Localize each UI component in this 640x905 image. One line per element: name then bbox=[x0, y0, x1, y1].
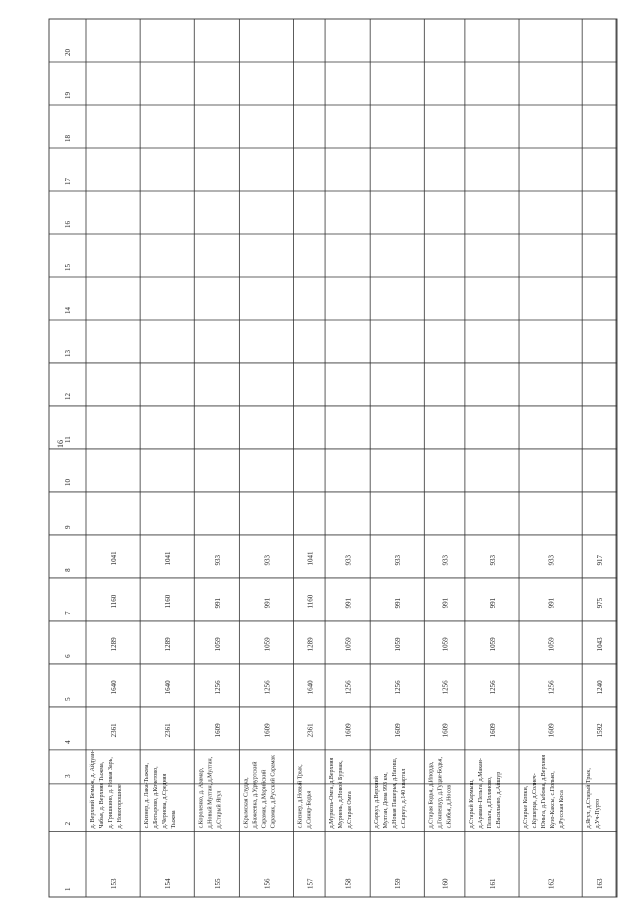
rotated-table bbox=[48, 18, 618, 898]
value-col-7: 1160 bbox=[164, 594, 173, 609]
value-col-6: 1059 bbox=[488, 637, 497, 652]
column-header-16: 16 bbox=[64, 220, 72, 228]
value-col-8: 933 bbox=[488, 554, 497, 566]
value-col-6: 1289 bbox=[306, 637, 315, 652]
value-col-5: 1256 bbox=[213, 680, 222, 695]
row-name-line: д.Старые Копки, bbox=[523, 785, 530, 829]
row-name-line: д.Старая Бодья, д.Ипорда, bbox=[428, 761, 435, 829]
column-header-19: 19 bbox=[64, 91, 72, 99]
column-header-5: 5 bbox=[64, 697, 72, 701]
value-col-8: 1041 bbox=[164, 551, 173, 566]
value-col-5: 1256 bbox=[263, 680, 272, 695]
row-name-line: Мултан, Дома 993 км, bbox=[383, 772, 390, 829]
value-col-7: 1160 bbox=[306, 594, 315, 609]
value-col-8: 917 bbox=[596, 554, 605, 566]
value-col-4: 1609 bbox=[213, 723, 222, 738]
row-name-line: д.Ботырово, д.Кочетово, bbox=[153, 766, 160, 829]
column-header-12: 12 bbox=[64, 392, 72, 400]
value-col-8: 933 bbox=[441, 554, 450, 566]
row-name-line: д.Синяр-Бодья bbox=[306, 790, 313, 829]
row-name-line: Сарамак, д.Русский Сарамак bbox=[270, 754, 277, 829]
row-name-line: с.Кизнер, д. Лака-Тыжма, bbox=[144, 763, 151, 829]
row-name-line: д.Бажеевка, д.Удмуртский bbox=[252, 761, 259, 829]
value-col-8: 933 bbox=[344, 554, 353, 566]
value-col-7: 991 bbox=[263, 597, 272, 609]
value-col-5: 1640 bbox=[164, 680, 173, 695]
value-col-7: 991 bbox=[441, 597, 450, 609]
row-name-line: с.Кушерца, д.Солнеч- bbox=[532, 773, 539, 829]
value-col-8: 933 bbox=[394, 554, 403, 566]
value-col-4: 1609 bbox=[488, 723, 497, 738]
value-col-4: 2361 bbox=[164, 723, 173, 738]
value-col-7: 1160 bbox=[110, 594, 119, 609]
column-header-1: 1 bbox=[64, 887, 72, 891]
row-name-line: д.Новая Пашерья, д.Нагиш, bbox=[392, 757, 399, 829]
value-col-6: 1059 bbox=[213, 637, 222, 652]
value-col-6: 1289 bbox=[110, 637, 119, 652]
row-number: 157 bbox=[306, 878, 315, 889]
row-number: 153 bbox=[110, 878, 119, 889]
value-col-4: 2361 bbox=[306, 723, 315, 738]
row-name-line: д. Гришкино, д. Новая Зарь, bbox=[108, 757, 114, 829]
value-col-7: 975 bbox=[596, 597, 605, 609]
row-name-line: д.Русская Коса bbox=[559, 790, 566, 829]
row-number: 159 bbox=[394, 878, 403, 889]
column-header-18: 18 bbox=[64, 134, 72, 142]
row-name-line: д.Ягул, д.Старый Трык, bbox=[586, 768, 593, 829]
row-number: 155 bbox=[213, 878, 222, 889]
value-col-6: 1059 bbox=[547, 637, 556, 652]
row-name-line: с.Саркуз, д.140 квартал bbox=[401, 768, 408, 829]
value-col-6: 1059 bbox=[263, 637, 272, 652]
value-col-7: 991 bbox=[344, 597, 353, 609]
value-col-4: 1609 bbox=[344, 723, 353, 738]
row-name-line: д.Араван–Пельга, д.Макан- bbox=[477, 758, 484, 829]
column-header-7: 7 bbox=[64, 611, 72, 615]
column-header-17: 17 bbox=[64, 177, 72, 185]
value-col-4: 1609 bbox=[441, 723, 450, 738]
value-col-8: 933 bbox=[213, 554, 222, 566]
column-header-13: 13 bbox=[64, 349, 72, 357]
row-number: 154 bbox=[164, 878, 173, 889]
value-col-4: 1609 bbox=[547, 723, 556, 738]
column-header-9: 9 bbox=[64, 525, 72, 529]
row-name-line: д.Гонпешур, д.Гуцаи-Бодья, bbox=[437, 756, 444, 829]
value-col-5: 1256 bbox=[441, 680, 450, 695]
value-col-6: 1059 bbox=[441, 637, 450, 652]
column-header-14: 14 bbox=[64, 306, 72, 314]
row-number: 158 bbox=[344, 878, 353, 889]
value-col-7: 991 bbox=[394, 597, 403, 609]
column-header-20: 20 bbox=[64, 48, 72, 56]
column-header-3: 3 bbox=[64, 774, 72, 778]
row-name-line: Юньга, д.Гыбожа, д.Верхняя bbox=[541, 754, 548, 829]
value-col-6: 1059 bbox=[344, 637, 353, 652]
value-col-5: 1240 bbox=[596, 680, 605, 695]
row-name-line: д.Чернова, д.Средняя bbox=[162, 773, 169, 829]
row-name-line: Чабья, д. Верхняя Тыжма, bbox=[99, 761, 105, 829]
value-col-5: 1256 bbox=[394, 680, 403, 695]
row-name-line: с.Крымская Слудка, bbox=[243, 777, 250, 829]
value-col-5: 1256 bbox=[488, 680, 497, 695]
row-number: 160 bbox=[441, 878, 450, 889]
value-col-4: 1609 bbox=[263, 723, 272, 738]
column-header-2: 2 bbox=[64, 821, 72, 826]
row-name-line: с.Короленко, д. Азамар, bbox=[198, 767, 205, 829]
column-header-6: 6 bbox=[64, 654, 72, 658]
row-name-line: д.Саркуз, д.Верхний bbox=[374, 776, 381, 829]
column-header-4: 4 bbox=[64, 740, 72, 744]
value-col-5: 1640 bbox=[110, 680, 119, 695]
row-name-line: Пельга, д.Поляново, bbox=[486, 776, 493, 829]
row-name-line: с.Васильево, д.Айшур bbox=[495, 771, 502, 829]
row-name-line: с.Кибья, д.Носов bbox=[446, 784, 453, 829]
row-name-line: д.Муркозь-Омга, д.Верхняя bbox=[329, 757, 336, 829]
column-header-11: 11 bbox=[64, 436, 72, 443]
value-col-8: 1041 bbox=[306, 551, 315, 566]
value-col-5: 1256 bbox=[547, 680, 556, 695]
value-col-8: 1041 bbox=[110, 551, 119, 566]
value-col-7: 991 bbox=[213, 597, 222, 609]
row-number: 162 bbox=[547, 878, 556, 889]
value-col-6: 1043 bbox=[596, 637, 605, 652]
value-col-8: 933 bbox=[263, 554, 272, 566]
table-grid bbox=[48, 18, 618, 898]
value-col-5: 1256 bbox=[344, 680, 353, 695]
row-name-line: д.Уч-Пурто bbox=[595, 798, 602, 829]
row-name-line: д. Новогорошное bbox=[117, 784, 123, 829]
value-col-6: 1059 bbox=[394, 637, 403, 652]
row-name-line: д.Новый Мултан, д.Мултан, bbox=[207, 756, 214, 829]
value-col-7: 991 bbox=[488, 597, 497, 609]
value-col-4: 1609 bbox=[394, 723, 403, 738]
column-header-10: 10 bbox=[64, 478, 72, 486]
value-col-8: 933 bbox=[547, 554, 556, 566]
row-name-line: д.Старая Омга bbox=[347, 791, 354, 829]
row-number: 163 bbox=[596, 878, 605, 889]
value-col-6: 1289 bbox=[164, 637, 173, 652]
row-name-line: Сарамак, д.Марийский bbox=[261, 769, 268, 829]
value-col-4: 2361 bbox=[110, 723, 119, 738]
row-name-line: д.Старый Ягул bbox=[216, 790, 223, 829]
row-name-line: д.Старый Кармыш, bbox=[468, 779, 475, 829]
row-name-line: Тыжма bbox=[171, 810, 178, 829]
row-number: 161 bbox=[488, 878, 497, 889]
value-col-5: 1640 bbox=[306, 680, 315, 695]
value-col-7: 991 bbox=[547, 597, 556, 609]
row-name-line: Мурнень, д.Новой Бурнак, bbox=[338, 760, 345, 829]
row-number: 156 bbox=[263, 878, 272, 889]
row-name-line: Кузо-Каксы, с.Полько, bbox=[550, 771, 557, 829]
page-number: 16 bbox=[56, 440, 65, 448]
column-header-15: 15 bbox=[64, 263, 72, 271]
value-col-4: 1592 bbox=[596, 723, 605, 738]
row-name-line: с.Кизнер, д.Новый Трык, bbox=[297, 764, 304, 829]
row-name-line: д. Верхний Бемыж, д. Айдуан- bbox=[90, 750, 96, 829]
column-header-8: 8 bbox=[64, 568, 72, 572]
